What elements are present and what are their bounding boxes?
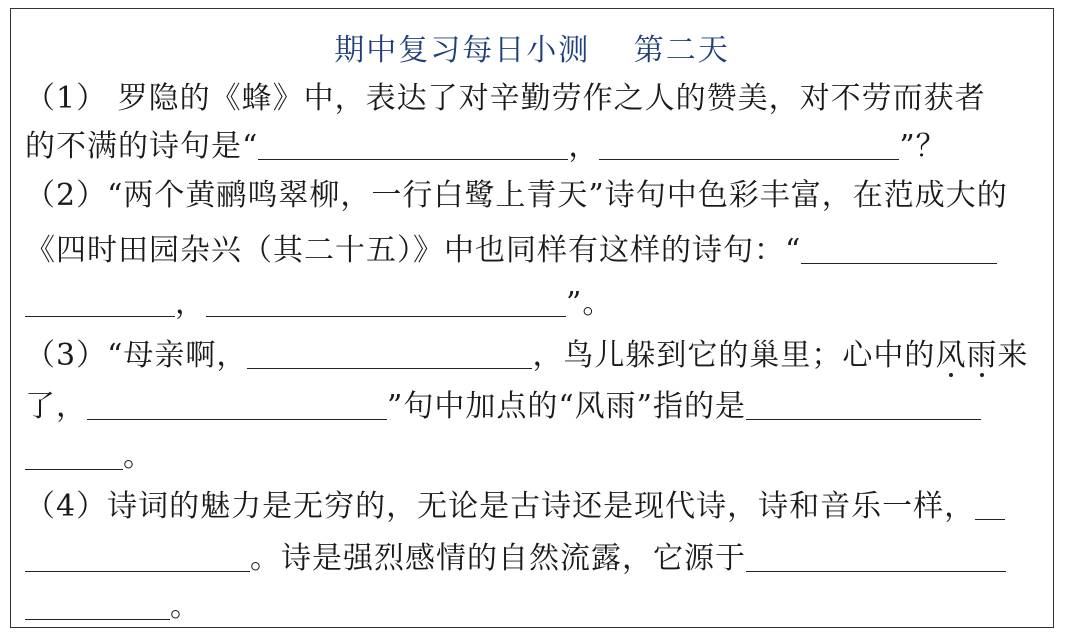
q2-blank-1a[interactable] <box>801 233 997 264</box>
q4-blank-2b[interactable] <box>25 589 170 620</box>
q3-blank-1[interactable] <box>247 338 532 369</box>
q4-blank-1a[interactable] <box>975 489 1005 520</box>
q3-dotted-char-1: 风 <box>935 338 967 373</box>
q1-sep: ， <box>568 129 600 164</box>
q2-end: ”。 <box>566 286 614 321</box>
page-title: 期中复习每日小测 第二天 <box>334 33 730 68</box>
q2-line3 <box>25 284 613 324</box>
q3-line1 <box>25 336 1028 376</box>
q3-line2-start: 了， <box>25 389 87 424</box>
q3-line2 <box>25 387 981 427</box>
q3-prompt: （3）“母亲啊， <box>25 338 248 373</box>
q3-mid-text: ，鸟儿躲到它的巢里；心中的 <box>532 338 936 373</box>
q3-end: 。 <box>123 439 154 474</box>
q1-prompt: 的不满的诗句是“ <box>25 129 259 164</box>
q2-line1: （2）“两个黄鹂鸣翠柳，一行白鹭上青天”诗句中色彩丰富，在范成大的 <box>25 178 1008 213</box>
q1-end: ”？ <box>899 129 947 164</box>
q2-prompt: 《四时田园杂兴（其二十五）》中也同样有这样的诗句：“ <box>25 233 802 268</box>
q2-blank-1b[interactable] <box>25 286 175 317</box>
q3-end-char: 来 <box>997 338 1029 373</box>
q4-prompt: （4）诗词的魅力是无穷的，无论是古诗还是现代诗，诗和音乐一样， <box>25 489 976 524</box>
worksheet <box>10 8 1054 628</box>
q4-line1 <box>25 487 1005 527</box>
q3-question: ”句中加点的“风雨”指的是 <box>387 389 747 424</box>
q2-line2 <box>25 231 997 271</box>
q3-blank-1b[interactable] <box>87 389 387 420</box>
q2-sep: ， <box>175 286 206 321</box>
q3-blank-2b[interactable] <box>25 439 123 470</box>
q1-line1: （1） 罗隐的《蜂》中，表达了对辛勤劳作之人的赞美，对不劳而获者 <box>25 81 986 116</box>
q3-line3 <box>25 437 154 477</box>
q4-blank-2a[interactable] <box>746 541 1006 572</box>
q3-blank-2a[interactable] <box>746 389 981 420</box>
q4-line3 <box>25 587 201 627</box>
q1-blank-2[interactable] <box>599 129 899 160</box>
q1-line2 <box>25 127 947 167</box>
q3-dotted-char-2: 雨 <box>966 338 998 373</box>
q1-blank-1[interactable] <box>258 129 568 160</box>
q4-line2 <box>25 539 1006 579</box>
q4-blank-1b[interactable] <box>25 541 250 572</box>
q4-mid-text: 。诗是强烈感情的自然流露，它源于 <box>250 541 746 576</box>
q2-blank-2[interactable] <box>206 286 566 317</box>
q4-end: 。 <box>170 589 201 624</box>
